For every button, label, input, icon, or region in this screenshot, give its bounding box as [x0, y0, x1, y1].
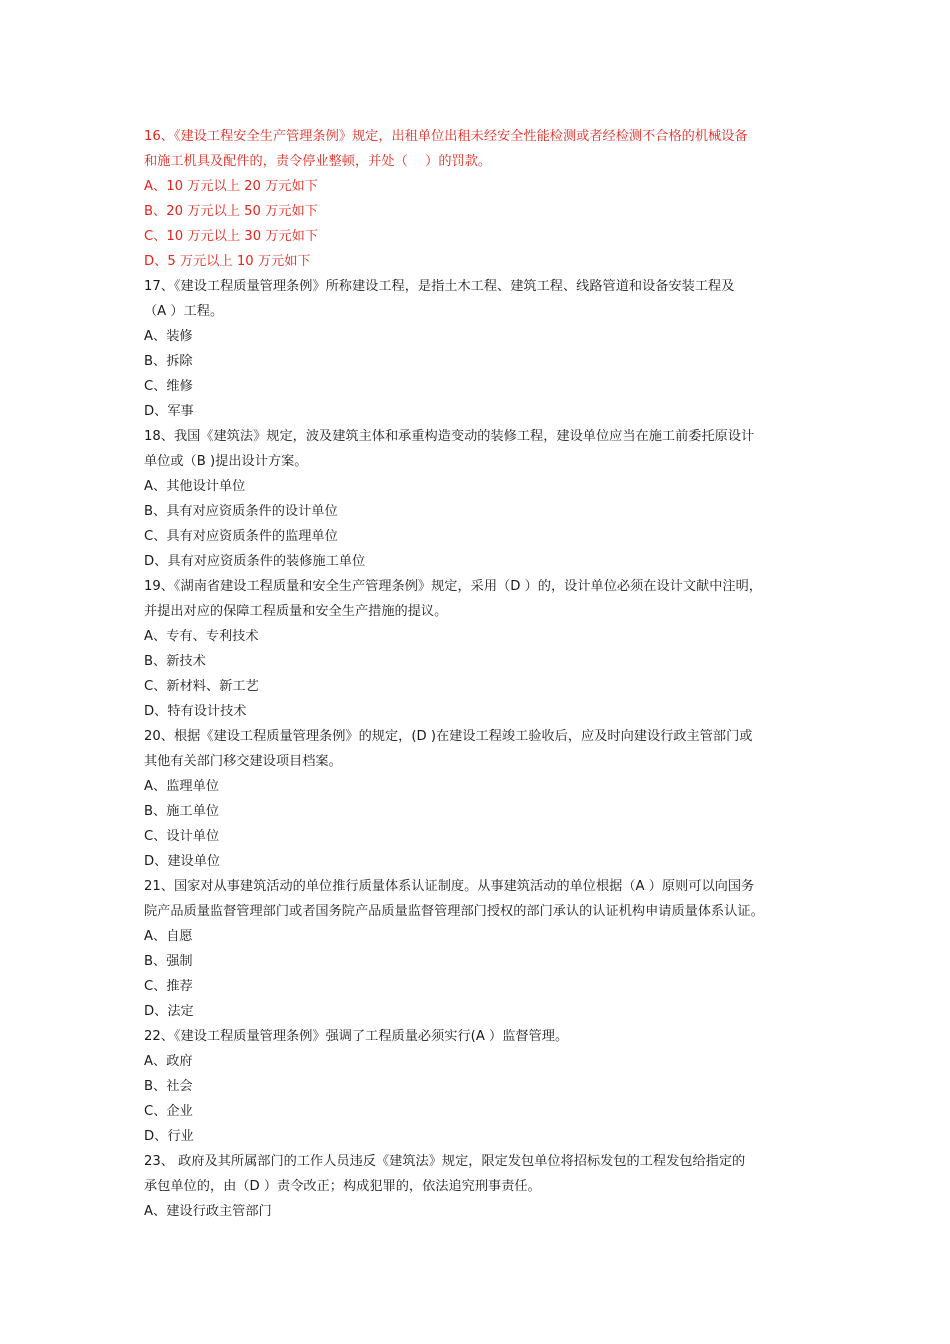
- question-block: [144, 424, 824, 574]
- question-text: 20、根据《建设工程质量管理条例》的规定，(D )在建设工程竣工验收后，应及时向建设行政主管部门或: [144, 729, 753, 744]
- question-block: [144, 274, 824, 424]
- question-text: 其他有关部门移交建设项目档案。: [144, 754, 342, 769]
- answer-option: B、拆除: [144, 354, 193, 369]
- answer-option: B、社会: [144, 1079, 193, 1094]
- answer-option: C、维修: [144, 379, 193, 394]
- question-text: 22、《建设工程质量管理条例》强调了工程质量必须实行(A ）监督管理。: [144, 1029, 569, 1044]
- question-block: [144, 874, 824, 1024]
- question-text: 19、《湖南省建设工程质量和安全生产管理条例》规定，采用（D ）的，设计单位必须在设计文献中注明，: [144, 579, 762, 594]
- answer-option: C、具有对应资质条件的监理单位: [144, 529, 338, 544]
- question-text: 16、《建设工程安全生产管理条例》规定，出租单位出租未经安全性能检测或者经检测不合格的机械设备: [144, 129, 748, 144]
- question-text: （A ）工程。: [144, 304, 224, 319]
- answer-option: A、政府: [144, 1054, 193, 1069]
- answer-option: C、推荐: [144, 979, 193, 994]
- question-text: 18、我国《建筑法》规定，波及建筑主体和承重构造变动的装修工程，建设单位应当在施工前委托原设计: [144, 429, 755, 444]
- question-text: 23、 政府及其所属部门的工作人员违反《建筑法》规定，限定发包单位将招标发包的工程发包给指定的: [144, 1154, 746, 1169]
- answer-option: A、装修: [144, 329, 193, 344]
- answer-option: C、新材料、新工艺: [144, 679, 259, 694]
- question-text: 承包单位的，由（D ）责令改正；构成犯罪的，依法追究刑事责任。: [144, 1179, 541, 1194]
- answer-option: B、新技术: [144, 654, 206, 669]
- question-text: 院产品质量监督管理部门或者国务院产品质量监督管理部门授权的部门承认的认证机构申请质量体系认证。: [144, 904, 764, 919]
- answer-option: C、10 万元以上 30 万元如下: [144, 229, 319, 244]
- question-text: 17、《建设工程质量管理条例》所称建设工程，是指土木工程、建筑工程、线路管道和设备安装工程及: [144, 279, 735, 294]
- answer-option: A、建设行政主管部门: [144, 1204, 272, 1219]
- answer-option: C、设计单位: [144, 829, 220, 844]
- answer-option: D、5 万元以上 10 万元如下: [144, 254, 311, 269]
- answer-option: A、其他设计单位: [144, 479, 246, 494]
- question-text: 单位或（B )提出设计方案。: [144, 454, 308, 469]
- answer-option: C、企业: [144, 1104, 193, 1119]
- answer-option: D、法定: [144, 1004, 194, 1019]
- answer-option: D、特有设计技术: [144, 704, 247, 719]
- answer-option: D、具有对应资质条件的装修施工单位: [144, 554, 366, 569]
- answer-option: D、军事: [144, 404, 194, 419]
- question-text: 并提出对应的保障工程质量和安全生产措施的提议。: [144, 604, 448, 619]
- answer-option: B、施工单位: [144, 804, 219, 819]
- question-block: [144, 724, 824, 874]
- answer-option: B、强制: [144, 954, 193, 969]
- question-text: 21、国家对从事建筑活动的单位推行质量体系认证制度。从事建筑活动的单位根据（A ）原则可以向国务: [144, 879, 755, 894]
- document-body: [144, 124, 824, 1224]
- answer-option: D、建设单位: [144, 854, 221, 869]
- answer-option: B、具有对应资质条件的设计单位: [144, 504, 338, 519]
- answer-option: D、行业: [144, 1129, 194, 1144]
- question-block: [144, 574, 824, 724]
- question-block: [144, 1149, 824, 1224]
- question-text: 和施工机具及配件的，责令停业整顿，并处（ ）的罚款。: [144, 154, 492, 169]
- answer-option: B、20 万元以上 50 万元如下: [144, 204, 318, 219]
- answer-option: A、专有、专利技术: [144, 629, 259, 644]
- question-block: [144, 124, 824, 274]
- question-block: [144, 1024, 824, 1149]
- answer-option: A、10 万元以上 20 万元如下: [144, 179, 318, 194]
- answer-option: A、自愿: [144, 929, 193, 944]
- answer-option: A、监理单位: [144, 779, 219, 794]
